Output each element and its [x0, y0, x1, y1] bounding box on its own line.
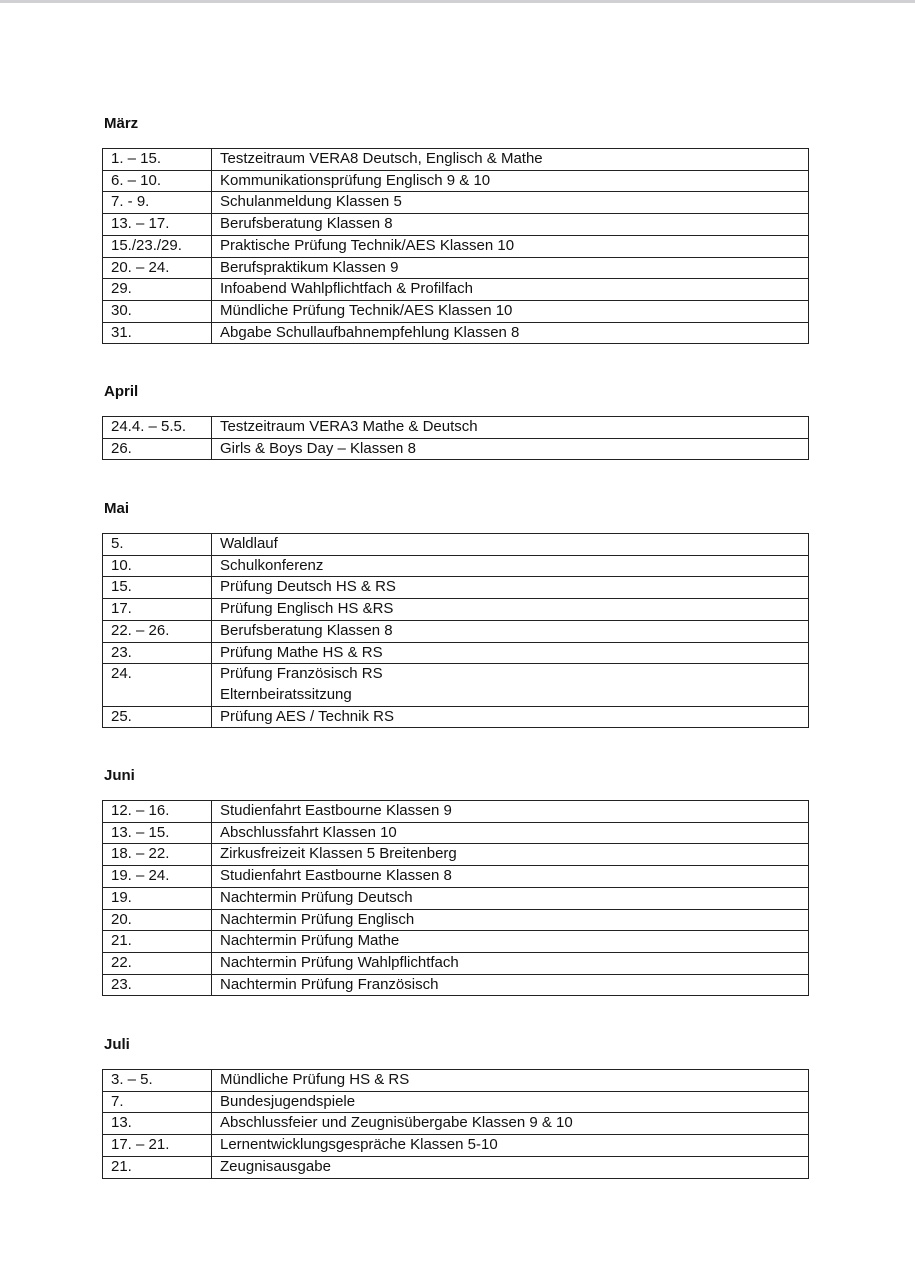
event-text: Nachtermin Prüfung Französisch — [220, 975, 439, 993]
date-cell: 22. — [103, 952, 212, 974]
event-cell — [212, 534, 809, 556]
table-row — [103, 974, 809, 996]
table-row — [103, 866, 809, 888]
date-cell: 17. – 21. — [103, 1135, 212, 1157]
table-row — [103, 417, 809, 439]
event-cell — [212, 192, 809, 214]
event-text: Mündliche Prüfung Technik/AES Klassen 10 — [220, 301, 513, 319]
date-cell: 5. — [103, 534, 212, 556]
month-section — [102, 766, 809, 996]
event-text: Nachtermin Prüfung Mathe — [220, 932, 400, 950]
date-cell: 21. — [103, 931, 212, 953]
event-text: Nachtermin Prüfung Wahlpflichtfach — [220, 953, 459, 971]
event-cell — [212, 866, 809, 888]
date-cell: 22. – 26. — [103, 620, 212, 642]
month-heading: Juli — [104, 1036, 130, 1053]
date-cell: 24.4. – 5.5. — [103, 417, 212, 439]
event-cell — [212, 149, 809, 171]
table-row — [103, 438, 809, 460]
table-row — [103, 322, 809, 344]
event-text: Bundesjugendspiele — [220, 1092, 356, 1110]
event-text: Kommunikationsprüfung Englisch 9 & 10 — [220, 171, 491, 189]
table-row — [103, 192, 809, 214]
event-cell — [212, 322, 809, 344]
event-cell — [212, 664, 809, 706]
event-cell — [212, 822, 809, 844]
event-cell — [212, 931, 809, 953]
event-cell — [212, 1091, 809, 1113]
table-row — [103, 279, 809, 301]
event-cell — [212, 214, 809, 236]
schedule-table — [102, 1069, 809, 1179]
event-text: Girls & Boys Day – Klassen 8 — [220, 439, 416, 457]
schedule-table — [102, 800, 809, 996]
event-cell — [212, 170, 809, 192]
table-row — [103, 300, 809, 322]
date-cell: 13. – 17. — [103, 214, 212, 236]
event-cell — [212, 642, 809, 664]
event-text: Lernentwicklungsgespräche Klassen 5-10 — [220, 1136, 498, 1154]
event-cell — [212, 1113, 809, 1135]
page-top-border — [0, 0, 915, 3]
date-cell: 7. — [103, 1091, 212, 1113]
month-section — [102, 114, 809, 344]
table-row — [103, 235, 809, 257]
date-cell: 20. — [103, 909, 212, 931]
month-section — [102, 382, 809, 460]
event-cell — [212, 620, 809, 642]
date-cell: 7. - 9. — [103, 192, 212, 214]
event-text: Testzeitraum VERA3 Mathe & Deutsch — [220, 418, 478, 435]
event-cell — [212, 801, 809, 823]
date-cell: 20. – 24. — [103, 257, 212, 279]
event-text: Prüfung Mathe HS & RS — [220, 643, 383, 661]
table-row — [103, 909, 809, 931]
event-text: Studienfahrt Eastbourne Klassen 9 — [220, 802, 452, 819]
table-row — [103, 214, 809, 236]
event-cell — [212, 438, 809, 460]
event-cell — [212, 1070, 809, 1092]
event-text: Schulanmeldung Klassen 5 — [220, 193, 402, 211]
event-cell — [212, 1135, 809, 1157]
event-cell — [212, 952, 809, 974]
schedule-table — [102, 416, 809, 460]
event-cell — [212, 599, 809, 621]
event-text: Berufspraktikum Klassen 9 — [220, 258, 399, 276]
date-cell: 24. — [103, 664, 212, 706]
event-text: Abschlussfeier und Zeugnisübergabe Klassen 9 & 10 — [220, 1114, 573, 1132]
schedule-table — [102, 148, 809, 344]
date-cell: 15. — [103, 577, 212, 599]
event-text: Nachtermin Prüfung Englisch — [220, 910, 415, 928]
table-row — [103, 887, 809, 909]
event-cell — [212, 909, 809, 931]
event-text: Abschlussfahrt Klassen 10 — [220, 823, 397, 841]
table-row — [103, 534, 809, 556]
table-row — [103, 1156, 809, 1178]
event-cell — [212, 257, 809, 279]
table-row — [103, 1091, 809, 1113]
event-text: Zeugnisausgabe — [220, 1157, 331, 1175]
event-cell — [212, 300, 809, 322]
event-text: Prüfung Deutsch HS & RS — [220, 578, 396, 596]
event-text: Testzeitraum VERA8 Deutsch, Englisch & Mathe — [220, 150, 543, 167]
event-cell — [212, 235, 809, 257]
table-row — [103, 822, 809, 844]
table-row — [103, 664, 809, 706]
event-text: Abgabe Schullaufbahnempfehlung Klassen 8 — [220, 323, 520, 341]
date-cell: 13. – 15. — [103, 822, 212, 844]
event-cell — [212, 887, 809, 909]
event-text: Prüfung AES / Technik RS — [220, 707, 394, 725]
event-text: Berufsberatung Klassen 8 — [220, 621, 393, 639]
month-heading: Juni — [104, 767, 135, 784]
event-text: Mündliche Prüfung HS & RS — [220, 1071, 410, 1088]
event-text: Studienfahrt Eastbourne Klassen 8 — [220, 867, 452, 885]
table-row — [103, 1135, 809, 1157]
table-row — [103, 931, 809, 953]
date-cell: 19. – 24. — [103, 866, 212, 888]
date-cell: 1. – 15. — [103, 149, 212, 171]
schedule-table — [102, 533, 809, 728]
table-row — [103, 1113, 809, 1135]
date-cell: 12. – 16. — [103, 801, 212, 823]
event-text: Infoabend Wahlpflichtfach & Profilfach — [220, 280, 473, 298]
table-row — [103, 577, 809, 599]
event-cell — [212, 279, 809, 301]
month-heading: Mai — [104, 500, 130, 517]
table-row — [103, 801, 809, 823]
table-row — [103, 149, 809, 171]
table-row — [103, 706, 809, 728]
month-heading: März — [104, 115, 139, 132]
event-cell — [212, 417, 809, 439]
date-cell: 31. — [103, 322, 212, 344]
table-row — [103, 844, 809, 866]
table-row — [103, 952, 809, 974]
table-row — [103, 1070, 809, 1092]
date-cell: 21. — [103, 1156, 212, 1178]
date-cell: 19. — [103, 887, 212, 909]
date-cell: 13. — [103, 1113, 212, 1135]
date-cell: 26. — [103, 438, 212, 460]
date-cell: 3. – 5. — [103, 1070, 212, 1092]
table-row — [103, 170, 809, 192]
table-row — [103, 620, 809, 642]
date-cell: 10. — [103, 555, 212, 577]
date-cell: 23. — [103, 642, 212, 664]
event-text: Prüfung Englisch HS &RS — [220, 600, 394, 618]
table-row — [103, 642, 809, 664]
date-cell: 15./23./29. — [103, 235, 212, 257]
date-cell: 23. — [103, 974, 212, 996]
date-cell: 17. — [103, 599, 212, 621]
event-text: Nachtermin Prüfung Deutsch — [220, 888, 413, 906]
date-cell: 18. – 22. — [103, 844, 212, 866]
date-cell: 6. – 10. — [103, 170, 212, 192]
month-section — [102, 499, 809, 728]
table-row — [103, 599, 809, 621]
event-text: Berufsberatung Klassen 8 — [220, 215, 393, 233]
table-row — [103, 555, 809, 577]
month-heading: April — [104, 383, 139, 400]
event-text: Praktische Prüfung Technik/AES Klassen 10 — [220, 236, 515, 254]
event-cell — [212, 844, 809, 866]
event-text: Elternbeiratssitzung — [220, 685, 352, 703]
date-cell: 30. — [103, 300, 212, 322]
event-cell — [212, 1156, 809, 1178]
date-cell: 29. — [103, 279, 212, 301]
event-cell — [212, 974, 809, 996]
table-row — [103, 257, 809, 279]
event-cell — [212, 706, 809, 728]
event-text: Zirkusfreizeit Klassen 5 Breitenberg — [220, 845, 457, 863]
date-cell: 25. — [103, 706, 212, 728]
event-text: Prüfung Französisch RS — [220, 665, 383, 683]
event-cell — [212, 555, 809, 577]
event-text: Schulkonferenz — [220, 556, 324, 574]
event-cell — [212, 577, 809, 599]
month-section — [102, 1035, 809, 1179]
event-text: Waldlauf — [220, 535, 278, 552]
